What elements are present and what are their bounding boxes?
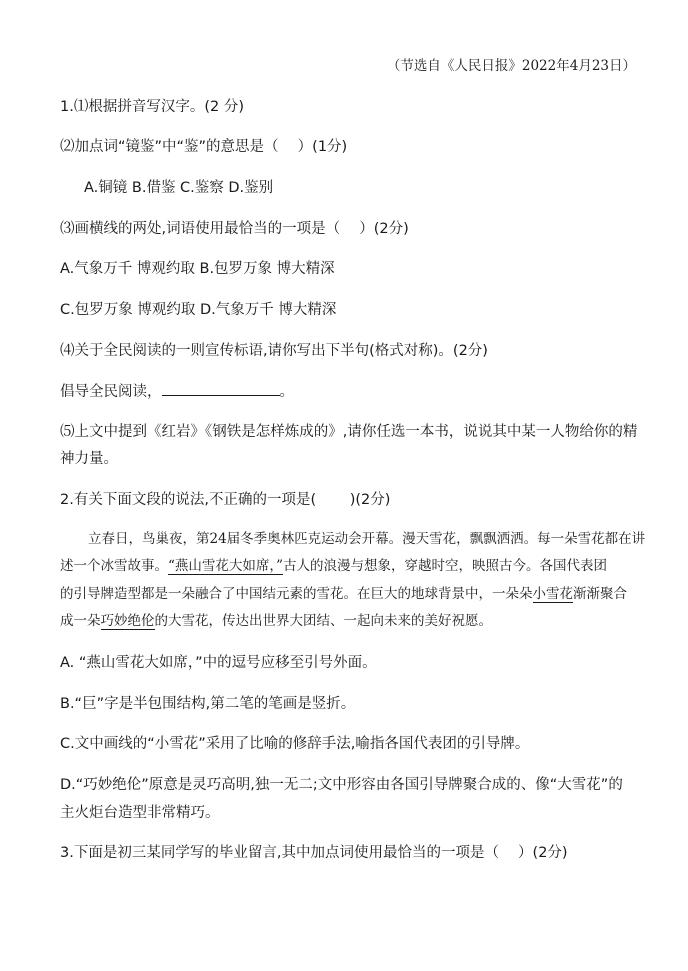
q2-stem: 2.有关下面文段的说法,不正确的一项是( )(2分) (60, 492, 391, 508)
q2-option-d-line2: 主火炬台造型非常精巧。 (60, 805, 220, 821)
passage-line-1: 立春日，鸟巢夜，第24届冬季奥林匹克运动会开幕。漫天雪花，飘飘洒洒。每一朵雪花都在讲 (88, 531, 646, 547)
source-citation: （节选自《人民日报》2022年4月23日） (386, 58, 636, 74)
q3-stem: 3.下面是初三某同学写的毕业留言,其中加点词使用最恰当的一项是（ ）(2分) (60, 845, 568, 861)
q1-part3: ⑶画横线的两处,词语使用最恰当的一项是（ ）(2分) (60, 221, 409, 237)
q2-option-b: B.“巨”字是半包围结构,第二笔的笔画是竖折。 (60, 696, 356, 712)
q1-part2-options: A.铜镜 B.借鉴 C.鉴察 D.鉴别 (84, 180, 274, 196)
q2-option-a: A. “燕山雪花大如席，”中的逗号应移至引号外面。 (60, 655, 377, 671)
q1-part2: ⑵加点词“镜鉴”中“鉴”的意思是（ ）(1分) (60, 139, 348, 155)
passage-line-3 (60, 584, 627, 604)
q2-option-c: C.文中画线的“小雪花”采用了比喻的修辞手法,喻指各国代表团的引导牌。 (60, 736, 530, 752)
passage-text: 的引导牌造型都是一朵融合了中国结元素的雪花。在 (60, 586, 371, 602)
q2-option-d-line1: D.“巧妙绝伦”原意是灵巧高明,独一无二;文中形容由各国引导牌聚合成的、像“大雪花”的 (60, 777, 623, 793)
q1-part5-line1: ⑸上文中提到《红岩》《钢铁是怎样炼成的》,请你任选一本书，说说其中某一人物给你的精 (60, 424, 638, 440)
q1-part4-answer (60, 381, 294, 402)
passage-text: 成一朵 (60, 613, 101, 629)
underlined-qiaomiao: 巧妙绝伦 (100, 613, 155, 629)
passage-text: 述一个冰雪故事。 (60, 558, 168, 574)
underlined-quote: “燕山雪花大如席，” (168, 558, 284, 574)
q1-part3-options-1: A.气象万千 博观约取 B.包罗万象 博大精深 (60, 261, 335, 277)
answer-blank[interactable] (162, 381, 280, 396)
passage-text: 的大雪花，传达出世界大团结、一起向未来的美好祝愿。 (154, 613, 492, 629)
passage-line-2 (60, 556, 607, 576)
q1-part4: ⑷关于全民阅读的一则宣传标语,请你写出下半句(格式对称)。(2分) (60, 343, 488, 359)
passage-text: 渐渐聚合 (573, 586, 627, 602)
passage-text: 大的地球背景中，一朵朵 (384, 586, 533, 602)
q1-part3-options-2: C.包罗万象 博观约取 D.气象万千 博大精深 (60, 302, 337, 318)
passage-line-4 (60, 611, 492, 631)
answer-suffix: 。 (279, 384, 294, 400)
dotted-character: 巨 (370, 586, 384, 602)
q1-part1: 1.⑴根据拼音写汉字。(2 分) (60, 99, 244, 115)
passage-text: 古人的浪漫与想象，穿越时空，映照古今。各国代表团 (283, 558, 608, 574)
answer-prefix: 倡导全民阅读， (60, 384, 162, 400)
underlined-xiaoxuehua: 小雪花 (532, 586, 573, 602)
q1-part5-line2: 神力量。 (60, 451, 118, 467)
